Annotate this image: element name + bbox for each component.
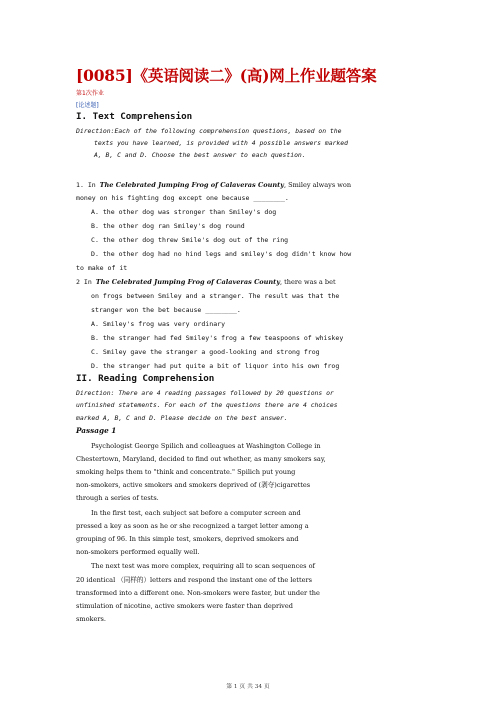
passage-title: Passage 1 [76, 426, 117, 435]
assignment-label: 第1次作业 [76, 90, 104, 97]
passage-line: 20 identical （同样的）letters and respond the instant one of the letters [76, 576, 312, 584]
section-1-direction-line: A, B, C and D. Choose the best answer to each question. [94, 151, 306, 159]
question-2-stem-line: on frogs between Smiley and a stranger. The result was that the [91, 292, 340, 300]
question-1-book-title: The Celebrated Jumping Frog of Calaveras County [99, 181, 284, 189]
question-1-option-b: B. the other dog ran Smiley's dog round [91, 222, 245, 230]
passage-line: Chestertown, Maryland, decided to find out whether, as many smokers say, [76, 455, 326, 463]
question-2-option-a: A. Smiley's frog was very ordinary [91, 320, 226, 328]
passage-line: non-smokers performed equally well. [76, 548, 200, 556]
page-footer: 第 1 页 共 34 页 [226, 684, 270, 690]
section-2-direction-line: Direction: There are 4 reading passages followed by 20 questions or [76, 389, 334, 397]
passage-line: Psychologist George Spilich and colleagues at Washington College in [91, 442, 321, 450]
question-2-option-b: B. the stranger had fed Smiley's frog a few teaspoons of whiskey [91, 334, 344, 342]
question-1-stem-rest: , Smiley always won [283, 181, 352, 189]
question-2-option-d: D. the stranger had put quite a bit of liquor into his own frog [91, 362, 340, 370]
passage-line: In the first test, each subject sat before a computer screen and [91, 509, 301, 517]
question-1-option-a: A. the other dog was stronger than Smiley's dog [91, 208, 277, 216]
question-1-option-d: D. the other dog had no hind legs and smiley's dog didn't know how [91, 250, 352, 258]
section-2-direction-line: marked A, B, C and D. Please decide on the best answer. [76, 414, 288, 422]
question-1-stem-line-2: money on his fighting dog except one because ________. [76, 194, 289, 202]
passage-line: pressed a key as soon as he or she recognized a target letter among a [76, 522, 309, 530]
section-2-direction-line: unfinished statements. For each of the questions there are 4 choices [76, 401, 338, 409]
question-2-prefix: 2 In [76, 278, 96, 286]
question-type-label: [论述题] [76, 102, 99, 109]
document-title: [0085]《英语阅读二》(高)网上作业题答案 [76, 66, 377, 85]
question-1-prefix: 1. In [76, 181, 100, 189]
passage-line: smokers. [76, 615, 106, 623]
question-1-option-d-continued: to make of it [76, 264, 128, 272]
passage-line: The next test was more complex, requiring all to scan sequences of [91, 562, 315, 570]
passage-line: grouping of 96. In this simple test, smokers, deprived smokers and [76, 535, 299, 543]
passage-line: smoking helps them to "think and concentrate." Spilich put young [76, 468, 296, 476]
passage-line: transformed into a different one. Non-smokers were faster, but under the [76, 589, 320, 597]
question-1-stem [76, 181, 351, 190]
section-1-direction-line: texts you have learned, is provided with 4 possible answers marked [94, 139, 348, 147]
passage-line: non-smokers, active smokers and smokers deprived of (剥夺)cigarettes [76, 481, 311, 489]
section-1-direction-line: Direction:Each of the following comprehension questions, based on the [76, 127, 342, 135]
question-2-book-title: The Celebrated Jumping Frog of Calaveras County [95, 278, 281, 286]
question-2-stem [76, 278, 336, 287]
section-1-heading: I. Text Comprehension [76, 111, 193, 122]
passage-line: stimulation of nicotine, active smokers were faster than deprived [76, 602, 293, 610]
section-2-heading: II. Reading Comprehension [76, 373, 215, 384]
passage-line: through a series of tests. [76, 494, 159, 502]
question-2-stem-rest: , there was a bet [280, 278, 336, 286]
question-2-stem-line: stranger won the bet because ________. [91, 306, 241, 314]
question-2-option-c: C. Smiley gave the stranger a good-looking and strong frog [91, 348, 320, 356]
question-1-option-c: C. the other dog threw Smile's dog out of the ring [91, 236, 289, 244]
